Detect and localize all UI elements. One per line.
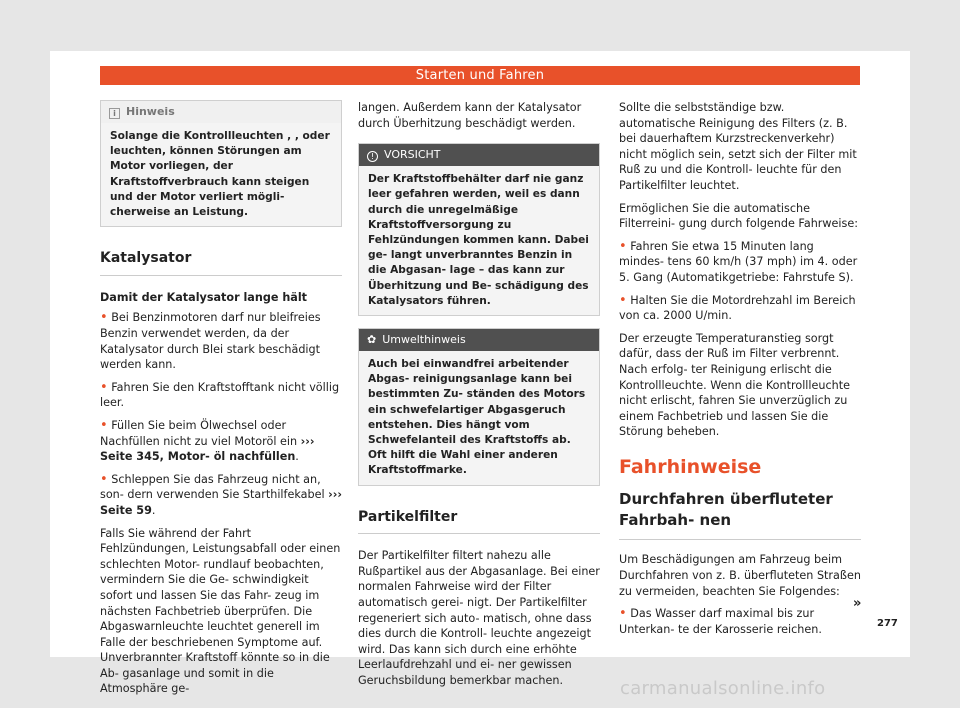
hint-text: Solange die Kontrollleuchten , , oder leuchten, können Störungen am Motor vorliegen, der Kraftstoffverbrauch kann steigen und der Motor verliert mögli- cherweise an Leistung. bbox=[101, 123, 341, 226]
cross-reference-link[interactable]: Seite 59 bbox=[100, 503, 152, 517]
caution-box bbox=[358, 143, 600, 316]
column-1 bbox=[100, 100, 342, 704]
caution-text: Der Kraftstoffbehälter darf nie ganz leer gefahren werden, weil es dann durch die unregelmäßige Kraftstoffversorgung zu Fehlzündungen kommen kann. Dabei ge- langt unverbranntes Benzin in die Abgasan- lage – das kann zur Überhitzung und Be- schädigung des Katalysators führen. bbox=[359, 166, 599, 315]
info-icon: i bbox=[109, 108, 120, 119]
list-item: • Das Wasser darf maximal bis zur Unterkan- te der Karosserie reichen. bbox=[619, 606, 822, 636]
list-item: • Bei Benzinmotoren darf nur bleifreies Benzin verwendet werden, da der Katalysator durch Blei stark beschädigt werden kann. bbox=[100, 310, 321, 372]
list-item: • Halten Sie die Motordrehzahl im Bereich von ca. 2000 U/min. bbox=[619, 292, 856, 323]
page-number: 277 bbox=[877, 618, 898, 629]
body-paragraph: Ermöglichen Sie die automatische Filterreini- gung durch folgende Fahrweise: bbox=[619, 201, 859, 231]
running-header: Starten und Fahren bbox=[100, 66, 860, 85]
body-paragraph: Der erzeugte Temperaturanstieg sorgt dafür, dass der Ruß im Filter verbrennt. Nach erfolg- ter Reinigung erlischt die Kontrollleuchte. Wenn die Kontrollleuchte nicht erlischt, fahren Sie unverzüglich zu einem Fachbetrieb und lassen Sie die Störung beheben. bbox=[619, 331, 851, 439]
list-item: • Fahren Sie etwa 15 Minuten lang mindes- tens 60 km/h (37 mph) im 4. oder 5. Gang (Automatikgetriebe: Fahrstufe S). bbox=[619, 238, 858, 284]
section-title: Partikelfilter bbox=[358, 496, 600, 535]
hint-header: i Hinweis bbox=[101, 101, 341, 123]
body-paragraph: Falls Sie während der Fahrt Fehlzündungen, Leistungsabfall oder einen schlechten Motor- rundlauf beobachten, vermindern Sie die Ge- schwindigkeit sofort und lassen Sie das Fahr- zeug im nächsten Fachbetrieb überprüfen. Die Abgaswarnleuchte leuchtet generell im Falle der beschriebenen Symptome auf. Unverbrannter Kraftstoff könnte so in die Ab- gasanlage und somit in die Atmosphäre ge- bbox=[100, 526, 341, 696]
column-2 bbox=[358, 100, 600, 696]
body-paragraph: Sollte die selbstständige bzw. automatische Reinigung des Filters (z. B. bei dauerhaftem Kurzstreckenverkehr) nicht möglich sein, setzt sich der Filter mit Ruß zu und die Kontroll- leuchte für den Partikelfilter leuchtet. bbox=[619, 101, 857, 192]
section-title: Durchfahren überfluteter Fahrbah- nen bbox=[619, 489, 861, 540]
body-paragraph: Um Beschädigungen am Fahrzeug beim Durchfahren von z. B. überfluteten Straßen zu vermeiden, beachten Sie Folgendes: bbox=[619, 553, 861, 598]
environment-text: Auch bei einwandfrei arbeitender Abgas- reinigungsanlage kann bei bestimmten Zu- ständen des Motors ein schwefelartiger Abgasgeruch entstehen. Dies hängt vom Schwefelanteil des Kraftstoffs ab. Oft hilft die Wahl einer anderen Kraftstoffmarke. bbox=[359, 351, 599, 485]
caution-header: ! VORSICHT bbox=[359, 144, 599, 166]
environment-header: ✿ Umwelthinweis bbox=[359, 329, 599, 351]
watermark: carmanualsonline.info bbox=[620, 678, 826, 699]
list-item: • Füllen Sie beim Ölwechsel oder Nachfüllen nicht zu viel Motoröl ein ››› Seite 345, Motor- öl nachfüllen. bbox=[100, 417, 315, 464]
section-title: Katalysator bbox=[100, 237, 342, 276]
cross-reference-link[interactable]: Seite 345, Motor- öl nachfüllen bbox=[100, 450, 296, 464]
column-3 bbox=[619, 100, 861, 644]
subheading: Damit der Katalysator lange hält bbox=[100, 290, 308, 304]
chapter-heading: Fahrhinweise bbox=[619, 455, 762, 478]
list-item: • Fahren Sie den Kraftstofftank nicht völlig leer. bbox=[100, 379, 340, 410]
list-item: • Schleppen Sie das Fahrzeug nicht an, son- dern verwenden Sie Starthilfekabel ››› Seite 59. bbox=[100, 471, 342, 517]
leaf-icon: ✿ bbox=[367, 333, 377, 347]
continue-mark: » bbox=[853, 596, 862, 611]
body-paragraph: langen. Außerdem kann der Katalysator durch Überhitzung beschädigt werden. bbox=[358, 101, 582, 130]
body-paragraph: Der Partikelfilter filtert nahezu alle Rußpartikel aus der Abgasanlage. Bei einer normalen Fahrweise wird der Filter automatisch gerei- nigt. Der Partikelfilter regeneriert sich auto- matisch, ohne dass dies durch die Kontroll- leuchte angezeigt wird. Das kann sich durch eine erhöhte Leerlaufdrehzahl und ei- ner gewissen Geruchsbildung bemerkbar machen. bbox=[358, 549, 600, 687]
hint-box bbox=[100, 100, 342, 227]
environment-box bbox=[358, 328, 600, 486]
warning-circle-icon: ! bbox=[367, 151, 378, 162]
